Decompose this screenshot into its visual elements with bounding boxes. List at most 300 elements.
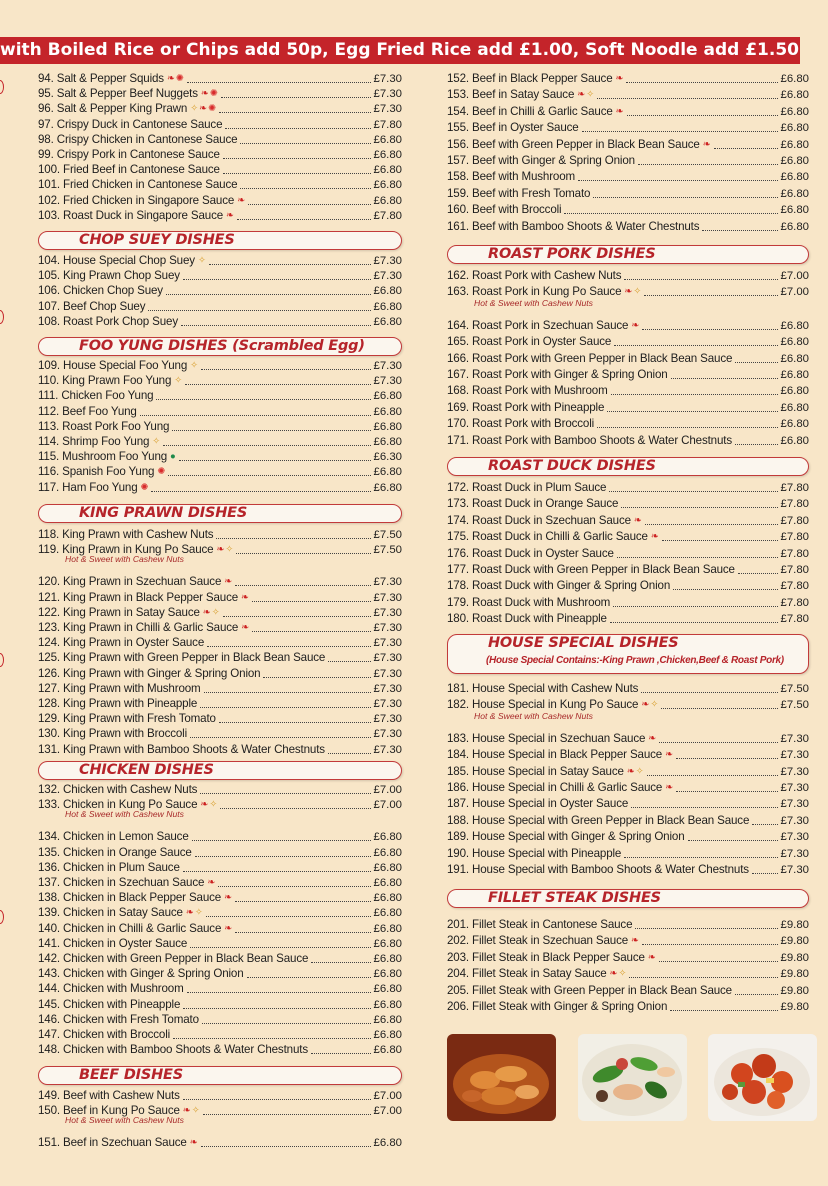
menu-item: [447, 201, 809, 217]
dot-leader: [328, 661, 371, 662]
menu-item: [38, 589, 402, 605]
menu-item-price: £7.80: [780, 596, 809, 609]
dot-leader: [163, 445, 371, 446]
menu-item: [38, 1087, 402, 1103]
chili-icon: ❧: [226, 209, 234, 221]
menu-item-name: 167. Roast Pork with Ginger & Spring Onion: [447, 368, 668, 381]
chili-icon: ❧: [200, 799, 209, 811]
dot-leader: [252, 601, 371, 602]
foo-yung-section-header: [38, 337, 402, 356]
peanut-icon: ✧: [650, 699, 659, 711]
chili-icon: ❧: [182, 1105, 191, 1117]
menu-item-price: £7.80: [373, 209, 402, 222]
dot-leader: [201, 369, 371, 370]
menu-item-name: 153. Beef in Satay Sauce: [447, 88, 575, 102]
menu-item-name: 203. Fillet Steak in Black Pepper Sauce: [447, 950, 645, 964]
chili-icon: ❧: [224, 576, 233, 588]
chili-icon: ❧: [241, 622, 250, 633]
dot-leader: [195, 856, 372, 857]
menu-item-name: 164. Roast Pork in Szechuan Sauce: [447, 318, 629, 332]
menu-item: [38, 433, 402, 449]
king-prawn-dish-photo: [447, 1034, 556, 1121]
menu-item: [447, 366, 809, 382]
menu-item: [447, 382, 809, 398]
peanut-icon: ✧: [190, 360, 199, 371]
chicken-section-header: [38, 761, 402, 780]
dot-leader: [190, 737, 371, 738]
menu-item-name: 156. Beef with Green Pepper in Black Bean Sauce: [447, 137, 700, 151]
menu-item-name: 159. Beef with Fresh Tomato: [447, 186, 591, 200]
dish-icons: [648, 951, 656, 965]
menu-item: [447, 812, 809, 828]
dot-leader: [185, 384, 371, 385]
dot-leader: [328, 753, 372, 754]
dot-leader: [662, 540, 779, 541]
menu-item-price: £6.80: [373, 194, 402, 207]
dish-icons: [241, 591, 249, 605]
menu-item-name: 175. Roast Duck in Chilli & Garlic Sauce: [447, 530, 648, 544]
chili-icon: ❧: [648, 732, 657, 744]
menu-item-price: £6.80: [780, 418, 809, 431]
dot-leader: [613, 606, 778, 607]
menu-item-price: £6.80: [373, 420, 402, 433]
menu-item-name: 150. Beef in Kung Po Sauce: [38, 1104, 180, 1118]
peanut-icon: ✧: [633, 286, 642, 298]
menu-item-name: 145. Chicken with Pineapple: [38, 997, 181, 1011]
menu-item-price: £7.00: [780, 286, 809, 299]
menu-item-name: 174. Roast Duck in Szechuan Sauce: [447, 513, 631, 527]
menu-item-price: £6.80: [780, 220, 809, 233]
menu-item-name: 151. Beef in Szechuan Sauce: [38, 1136, 187, 1150]
menu-item-name: 135. Chicken in Orange Sauce: [38, 845, 192, 859]
chili-icon: ❧: [615, 105, 624, 117]
menu-item-name: 108. Roast Pork Chop Suey: [38, 314, 178, 328]
menu-item: [38, 192, 402, 208]
menu-item-name: 122. King Prawn in Satay Sauce: [38, 605, 200, 619]
dot-leader: [179, 460, 372, 461]
menu-item-price: £9.80: [780, 968, 809, 981]
menu-item-price: £9.80: [780, 984, 809, 997]
edge-ring-decoration: [0, 310, 4, 324]
dot-leader: [263, 677, 371, 678]
menu-item-price: £6.80: [780, 138, 809, 151]
dot-leader: [752, 824, 778, 825]
menu-item: [38, 313, 402, 329]
menu-item-price: £6.80: [373, 466, 402, 479]
menu-item-price: £6.80: [373, 953, 402, 965]
menu-item: [38, 372, 402, 388]
dot-leader: [235, 932, 371, 933]
chili-icon: ❧: [166, 73, 175, 84]
menu-item-price: £7.00: [373, 1105, 402, 1118]
chili-icon: ❧: [185, 907, 194, 919]
menu-item-name: 134. Chicken in Lemon Sauce: [38, 830, 189, 844]
menu-item-price: £7.30: [780, 864, 809, 876]
menu-item-price: £6.80: [373, 436, 402, 448]
dot-leader: [225, 128, 371, 129]
menu-item-name: 182. House Special in Kung Po Sauce: [447, 698, 639, 712]
menu-item-name: 97. Crispy Duck in Cantonese Sauce: [38, 117, 223, 131]
menu-item-price: £6.80: [373, 1029, 402, 1041]
menu-item-price: £7.00: [780, 270, 809, 282]
menu-item-name: 148. Chicken with Bamboo Shoots & Water Chestnuts: [38, 1043, 308, 1057]
menu-item-name: 111. Chicken Foo Yung: [38, 389, 154, 403]
dot-leader: [220, 808, 371, 809]
menu-item: [447, 610, 809, 626]
edge-ring-decoration: [0, 910, 4, 924]
menu-item-price: £7.80: [780, 531, 809, 544]
dish-icons: [634, 514, 642, 528]
menu-item: [447, 86, 809, 102]
menu-item-price: £6.80: [780, 434, 809, 447]
menu-item-price: £7.80: [780, 613, 809, 626]
menu-item-name: 206. Fillet Steak with Ginger & Spring Onion: [447, 1000, 668, 1013]
menu-item-price: £7.30: [373, 682, 402, 695]
peanut-icon: ✧: [618, 968, 627, 980]
menu-item-name: 172. Roast Duck in Plum Sauce: [447, 481, 607, 494]
menu-item-name: 158. Beef with Mushroom: [447, 170, 576, 184]
menu-item: [447, 861, 809, 877]
dot-leader: [203, 1114, 372, 1115]
menu-item-price: £7.30: [373, 743, 402, 756]
menu-item-name: 204. Fillet Steak in Satay Sauce: [447, 967, 607, 981]
dot-leader: [148, 310, 371, 311]
dot-leader: [235, 585, 371, 586]
peanut-icon: ✧: [152, 436, 161, 447]
dot-leader: [578, 180, 778, 181]
dot-leader: [617, 557, 779, 558]
menu-item-price: £7.30: [373, 255, 402, 267]
menu-item: [38, 116, 402, 132]
menu-item-name: 96. Salt & Pepper King Prawn: [38, 102, 188, 116]
dot-leader: [631, 807, 778, 808]
menu-item-name: 138. Chicken in Black Pepper Sauce: [38, 891, 222, 905]
menu-item-name: 131. King Prawn with Bamboo Shoots & Water Chestnuts: [38, 742, 325, 756]
menu-item-name: 183. House Special in Szechuan Sauce: [447, 731, 646, 745]
menu-item: [38, 874, 402, 890]
chili-icon: ❧: [647, 951, 656, 963]
menu-item-price: £7.80: [780, 498, 809, 511]
menu-item-name: 186. House Special in Chilli & Garlic Sauce: [447, 781, 663, 794]
menu-item-price: £7.30: [373, 667, 402, 680]
chili-icon: ❧: [631, 935, 639, 947]
dish-icons: [190, 359, 198, 373]
dot-leader: [248, 204, 371, 205]
dot-leader: [635, 928, 778, 929]
dish-icons: [170, 450, 176, 464]
peanut-icon: ✧: [191, 1105, 200, 1117]
menu-item-price: £7.30: [780, 765, 809, 778]
menu-item-price: £7.50: [373, 544, 402, 557]
dish-icons: [157, 465, 165, 479]
chili-icon: ❧: [631, 319, 640, 331]
menu-item-name: 130. King Prawn with Broccoli: [38, 727, 188, 741]
menu-item: [447, 218, 809, 234]
dish-icons: [577, 88, 594, 102]
menu-item-name: 162. Roast Pork with Cashew Nuts: [447, 269, 622, 282]
dish-icons: [226, 209, 234, 223]
menu-item: [447, 779, 809, 795]
dot-leader: [237, 219, 371, 220]
chop-suey-section-header: [38, 231, 402, 250]
dish-icons: [616, 72, 624, 86]
star-anise-icon: ✺: [208, 103, 217, 115]
dot-leader: [187, 992, 372, 993]
menu-item: [447, 795, 809, 811]
menu-item-price: £6.80: [780, 171, 809, 184]
menu-item: [38, 252, 402, 268]
dish-icons: [224, 575, 232, 589]
kung-po-note: Hot & Sweet with Cashew Nuts: [474, 297, 593, 308]
price-addons-banner: [0, 37, 800, 64]
menu-item: [38, 741, 402, 757]
dot-leader: [670, 1010, 778, 1011]
dot-leader: [219, 722, 372, 723]
menu-item: [447, 103, 809, 119]
peanut-icon: ✧: [194, 907, 203, 919]
dish-icons: [216, 543, 233, 557]
menu-item: [38, 131, 402, 147]
dish-icons: [198, 254, 206, 268]
peanut-icon: ✧: [197, 255, 206, 266]
peanut-icon: ✧: [211, 606, 220, 618]
menu-item-price: £6.80: [780, 105, 809, 118]
peanut-icon: ✧: [209, 799, 218, 811]
house-special-section-header: [447, 634, 809, 674]
menu-item-price: £7.30: [373, 637, 402, 650]
dot-leader: [218, 886, 371, 887]
dot-leader: [647, 775, 779, 776]
menu-item-name: 129. King Prawn with Fresh Tomato: [38, 712, 216, 726]
dot-leader: [236, 553, 371, 554]
menu-item-price: £7.30: [373, 698, 402, 710]
menu-item-price: £6.80: [373, 998, 402, 1011]
dot-leader: [204, 692, 372, 693]
menu-item-name: 166. Roast Pork with Green Pepper in Black Bean Sauce: [447, 351, 733, 365]
menu-item-price: £6.80: [780, 187, 809, 200]
dot-leader: [223, 158, 372, 159]
menu-item-price: £6.80: [780, 89, 809, 102]
menu-item: [447, 399, 809, 415]
menu-item: [447, 746, 809, 762]
menu-item: [38, 161, 402, 177]
menu-item-name: 169. Roast Pork with Pineapple: [447, 400, 605, 414]
menu-item-name: 128. King Prawn with Pineapple: [38, 697, 198, 710]
menu-item-price: £7.30: [373, 606, 402, 619]
dot-leader: [247, 977, 372, 978]
menu-item-name: 95. Salt & Pepper Beef Nuggets: [38, 87, 198, 101]
section-subtitle: (House Special Contains:-King Prawn ,Chicken,Beef & Roast Pork): [486, 655, 784, 666]
menu-item-name: 173. Roast Duck in Orange Sauce: [447, 497, 619, 511]
star-anise-icon: ✺: [140, 481, 149, 493]
menu-item-name: 178. Roast Duck with Ginger & Spring Onion: [447, 579, 671, 593]
dot-leader: [661, 708, 778, 709]
menu-item-price: £7.30: [373, 728, 402, 741]
menu-item-price: £6.80: [373, 285, 402, 298]
menu-item-price: £7.30: [373, 375, 402, 388]
menu-item-price: £6.80: [373, 968, 402, 981]
chili-icon: ❧: [633, 514, 642, 526]
banner-text: with Boiled Rice or Chips add 50p, Egg Fried Rice add £1.00, Soft Noodle add £1.50: [0, 40, 799, 60]
dot-leader: [629, 977, 778, 978]
menu-item-name: 202. Fillet Steak in Szechuan Sauce: [447, 934, 629, 948]
menu-item: [38, 176, 402, 192]
chili-icon: ❧: [641, 699, 650, 711]
dot-leader: [183, 1099, 372, 1100]
dish-icons: [200, 798, 217, 812]
star-anise-icon: ✺: [157, 466, 166, 478]
menu-item: [38, 298, 402, 314]
chili-icon: ❧: [577, 89, 586, 101]
dot-leader: [688, 840, 779, 841]
dish-icons: [183, 1104, 200, 1118]
dot-leader: [642, 329, 778, 330]
menu-item-name: 154. Beef in Chilli & Garlic Sauce: [447, 104, 613, 118]
menu-item: [38, 649, 402, 665]
dot-leader: [183, 279, 372, 280]
menu-item-price: £7.30: [373, 103, 402, 116]
dot-leader: [200, 793, 371, 794]
menu-item-price: £6.80: [373, 907, 402, 920]
menu-item-name: 112. Beef Foo Yung: [38, 404, 137, 418]
menu-item: [38, 781, 402, 797]
dish-icons: [190, 102, 216, 116]
menu-item: [38, 725, 402, 741]
menu-item-price: £7.30: [373, 270, 402, 283]
dot-leader: [190, 947, 371, 948]
menu-item-price: £6.80: [373, 405, 402, 418]
menu-item: [38, 387, 402, 403]
section-title: FILLET STEAK DISHES: [488, 890, 661, 906]
chili-icon: ❧: [200, 88, 209, 100]
menu-item: [38, 695, 402, 711]
menu-item-price: £6.80: [373, 937, 402, 950]
dot-leader: [219, 112, 371, 113]
menu-item: [38, 950, 402, 966]
menu-item-name: 136. Chicken in Plum Sauce: [38, 860, 180, 874]
menu-item-name: 205. Fillet Steak with Green Pepper in Black Bean Sauce: [447, 983, 732, 997]
menu-item: [447, 916, 809, 932]
peanut-icon: ✧: [586, 89, 595, 101]
menu-item-price: £7.80: [780, 580, 809, 593]
chili-icon: ❧: [216, 544, 225, 556]
menu-item-name: 191. House Special with Bamboo Shoots & Water Chestnuts: [447, 863, 749, 876]
menu-item: [38, 70, 402, 86]
menu-item-price: £7.80: [780, 564, 809, 576]
menu-item-price: £9.80: [780, 1001, 809, 1013]
menu-item-name: 110. King Prawn Foo Yung: [38, 374, 172, 388]
dot-leader: [671, 378, 779, 379]
dot-leader: [209, 264, 372, 265]
menu-item-price: £7.30: [373, 622, 402, 634]
menu-item: [38, 844, 402, 860]
dot-leader: [610, 622, 779, 623]
menu-item-price: £7.80: [373, 118, 402, 131]
section-title: ROAST DUCK DISHES: [488, 458, 656, 474]
menu-item-price: £7.30: [373, 713, 402, 726]
menu-item-price: £7.80: [780, 547, 809, 560]
dot-leader: [187, 82, 372, 83]
menu-item-price: £6.30: [373, 451, 402, 464]
menu-item-name: 114. Shrimp Foo Yung: [38, 435, 150, 448]
section-title: CHICKEN DISHES: [79, 762, 214, 778]
menu-item: [447, 982, 809, 998]
menu-item-price: £7.50: [780, 699, 809, 712]
dot-leader: [626, 82, 778, 83]
dot-leader: [659, 742, 778, 743]
menu-item-name: 184. House Special in Black Pepper Sauce: [447, 748, 663, 762]
dot-leader: [221, 97, 372, 98]
menu-item-price: £9.80: [780, 935, 809, 948]
dot-leader: [735, 994, 779, 995]
menu-item: [447, 267, 809, 283]
menu-item: [447, 932, 809, 948]
chili-icon: ❧: [609, 968, 618, 980]
dot-leader: [735, 362, 778, 363]
menu-item: [38, 573, 402, 589]
menu-item-price: £7.00: [373, 784, 402, 796]
section-title: KING PRAWN DISHES: [79, 505, 248, 521]
menu-item: [38, 996, 402, 1012]
chili-icon: ❧: [241, 591, 250, 603]
dot-leader: [593, 197, 778, 198]
menu-item: [447, 119, 809, 135]
dish-icons: [624, 285, 641, 299]
chili-icon: ❧: [702, 138, 711, 150]
menu-item: [38, 889, 402, 905]
menu-item-name: 165. Roast Pork in Oyster Sauce: [447, 335, 612, 349]
menu-item-price: £6.80: [780, 155, 809, 167]
menu-item: [38, 357, 402, 373]
menu-item-name: 99. Crispy Pork in Cantonese Sauce: [38, 148, 220, 161]
menu-item-name: 188. House Special with Green Pepper in Black Bean Sauce: [447, 813, 750, 827]
menu-item: [447, 949, 809, 965]
menu-item-name: 177. Roast Duck with Green Pepper in Black Bean Sauce: [447, 563, 735, 576]
star-anise-icon: ✺: [175, 73, 184, 84]
roast-duck-section-header: [447, 457, 809, 476]
menu-item-price: £6.80: [373, 1044, 402, 1057]
menu-item: [38, 1041, 402, 1057]
menu-item: [38, 859, 402, 875]
king-prawn-section-header: [38, 504, 402, 523]
dot-leader: [614, 345, 778, 346]
menu-item: [447, 479, 809, 495]
menu-item-price: £7.50: [780, 683, 809, 695]
menu-item-price: £6.80: [373, 861, 402, 874]
dish-icons: [616, 105, 624, 119]
menu-item-price: £7.30: [780, 814, 809, 827]
menu-item-name: 133. Chicken in Kung Po Sauce: [38, 798, 198, 812]
menu-item: [38, 904, 402, 920]
menu-item-price: £6.80: [780, 73, 809, 85]
menu-item-name: 181. House Special with Cashew Nuts: [447, 682, 639, 695]
dish-icons: [651, 530, 659, 544]
dot-leader: [714, 148, 779, 149]
dish-icons: [648, 732, 656, 746]
menu-item: [38, 282, 402, 298]
peanut-icon: ✧: [190, 103, 199, 115]
menu-item-name: 106. Chicken Chop Suey: [38, 284, 163, 298]
chili-icon: ❧: [615, 73, 624, 84]
menu-item-price: £7.80: [780, 482, 809, 494]
menu-item-price: £7.30: [373, 73, 402, 85]
dot-leader: [192, 840, 372, 841]
menu-item-name: 139. Chicken in Satay Sauce: [38, 906, 183, 920]
menu-item: [38, 965, 402, 981]
dish-icons: [224, 891, 232, 905]
menu-item: [38, 85, 402, 101]
menu-item-name: 146. Chicken with Fresh Tomato: [38, 1012, 199, 1026]
